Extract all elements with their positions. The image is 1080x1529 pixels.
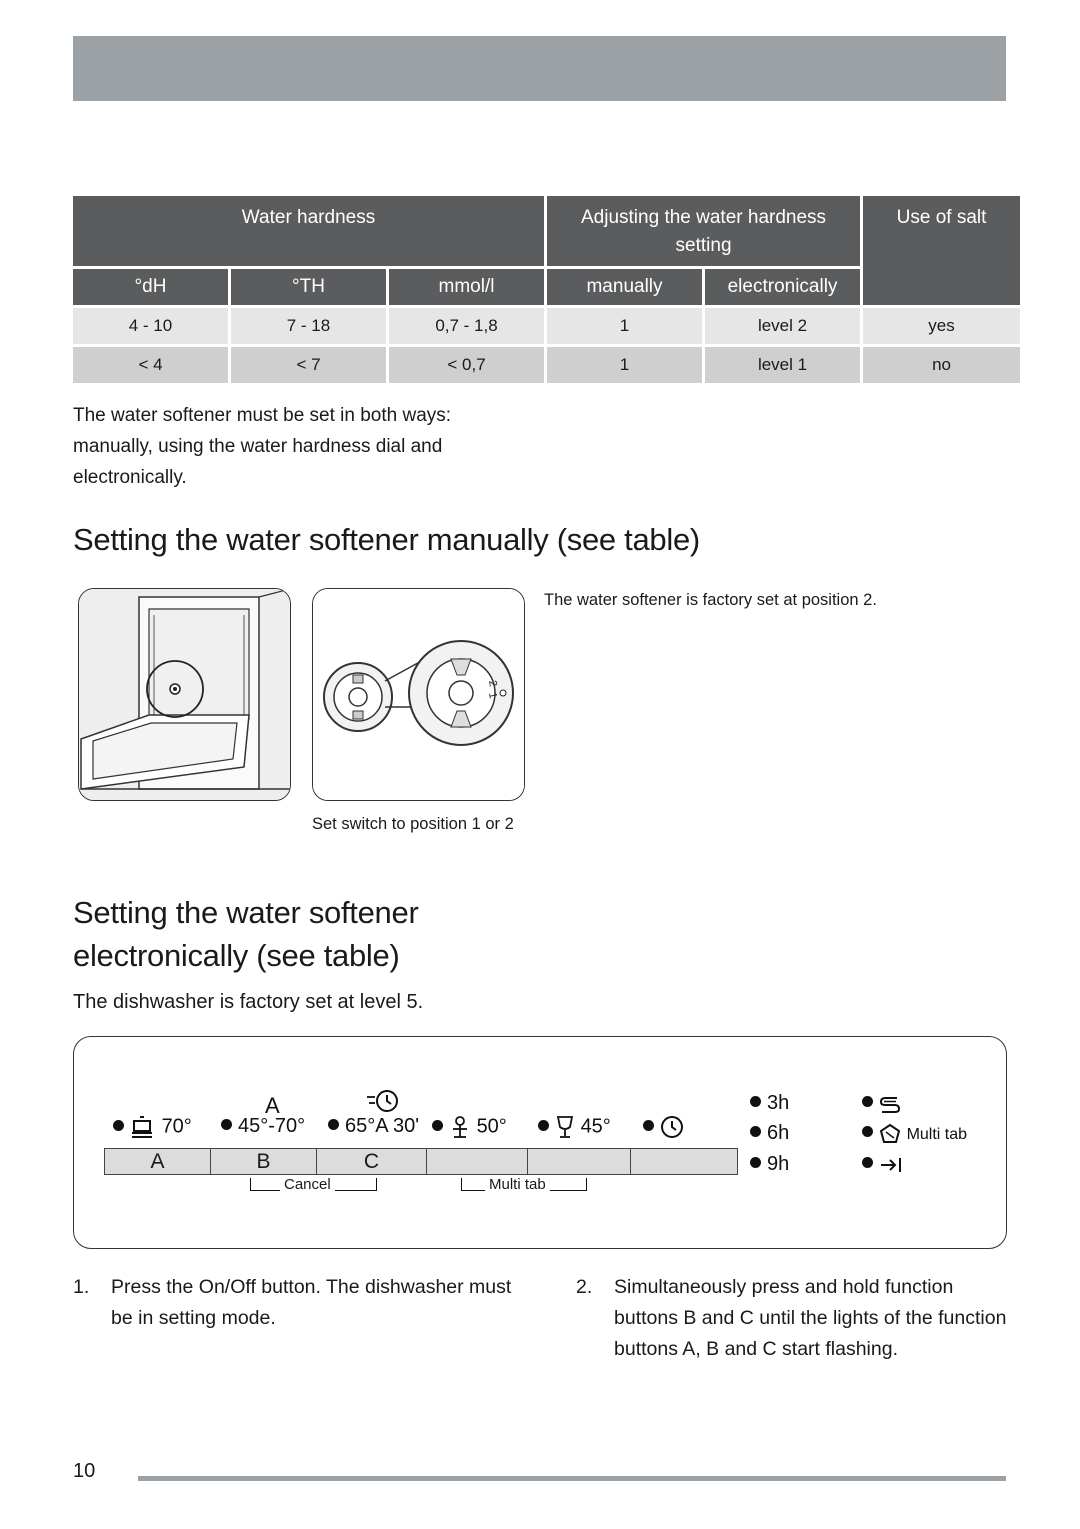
- header-water-hardness: Water hardness: [73, 196, 544, 266]
- dishwasher-illustration: [78, 588, 291, 801]
- step-1-number: 1.: [73, 1276, 90, 1298]
- function-button-5[interactable]: [527, 1148, 631, 1175]
- program-65[interactable]: [328, 1115, 419, 1138]
- header-th: °TH: [231, 266, 386, 305]
- header-bar: [73, 36, 1006, 101]
- cell-salt: no: [863, 344, 1020, 383]
- cell-dh: < 4: [73, 344, 228, 383]
- cell-electronically: level 1: [705, 344, 860, 383]
- program-45[interactable]: [538, 1115, 611, 1139]
- section1-heading: Setting the water softener manually (see table): [73, 522, 700, 557]
- header-dh: °dH: [73, 266, 228, 305]
- footer-rule: [138, 1476, 1006, 1481]
- dial-mark-2: 2: [486, 679, 499, 688]
- function-button-b[interactable]: B: [210, 1148, 317, 1175]
- cell-th: 7 - 18: [231, 305, 386, 344]
- section2-heading: Setting the water softener electronically (see table): [73, 895, 419, 973]
- function-button-a[interactable]: A: [104, 1148, 211, 1175]
- program-50-label: 50°: [476, 1115, 507, 1138]
- step-1: [73, 1272, 533, 1342]
- function-button-6[interactable]: [630, 1148, 738, 1175]
- cell-electronically: level 2: [705, 305, 860, 344]
- factory-note-position: The water softener is factory set at position 2.: [544, 591, 877, 609]
- intro-text: The water softener must be set in both ways: manually, using the water hardness dial and electronically.: [73, 405, 452, 488]
- step-2-number: 2.: [576, 1276, 593, 1298]
- cell-dh: 4 - 10: [73, 305, 228, 344]
- multitab-bracket-label: Multi tab: [485, 1176, 550, 1193]
- program-45-70-label: 45°-70°: [238, 1115, 306, 1137]
- delay-9h-label: 9h: [767, 1153, 790, 1175]
- cell-salt: yes: [863, 305, 1020, 344]
- step-2-text: Simultaneously press and hold function buttons B and C until the lights of the function buttons A, B and C start flashing.: [614, 1276, 1007, 1360]
- cell-th: < 7: [231, 344, 386, 383]
- program-45-label: 45°: [580, 1115, 611, 1138]
- eco-icon: [449, 1115, 471, 1139]
- multitab-label: Multi tab: [906, 1126, 968, 1143]
- dial-mark-1: 1: [486, 691, 499, 700]
- page-number: 10: [73, 1460, 96, 1482]
- salt-indicator: [862, 1092, 901, 1115]
- dishwasher-drawing: [79, 589, 290, 800]
- dial-illustration: [312, 588, 525, 801]
- step-2: [576, 1272, 1008, 1372]
- cancel-label: Cancel: [280, 1176, 335, 1193]
- glass-icon: [555, 1115, 575, 1139]
- program-50[interactable]: [432, 1115, 507, 1139]
- step-1-text: Press the On/Off button. The dishwasher must be in setting mode.: [111, 1276, 512, 1329]
- clock-icon: [660, 1115, 684, 1139]
- header-mmol: mmol/l: [389, 266, 544, 305]
- header-manually: manually: [547, 266, 702, 305]
- cell-mmol: < 0,7: [389, 344, 544, 383]
- program-70-label: 70°: [161, 1115, 192, 1138]
- header-adjusting: Adjusting the water hardness setting: [547, 196, 860, 266]
- factory-note-level: The dishwasher is factory set at level 5.: [73, 991, 424, 1013]
- program-45-70[interactable]: [221, 1115, 305, 1138]
- end-indicator: [862, 1153, 903, 1176]
- delay-6h[interactable]: [750, 1122, 789, 1145]
- program-letter: A: [265, 1093, 280, 1118]
- delay-indicator: [643, 1115, 684, 1139]
- program-65-label: 65°A 30': [345, 1115, 420, 1137]
- tablet-icon: [879, 1123, 901, 1145]
- cell-manually: 1: [547, 305, 702, 344]
- table-row: [73, 344, 1020, 383]
- water-hardness-table: [70, 196, 1023, 383]
- delay-3h-label: 3h: [767, 1092, 790, 1114]
- pots-icon: [130, 1115, 156, 1139]
- table-row: [73, 305, 1020, 344]
- multitab-indicator[interactable]: [862, 1122, 967, 1145]
- header-electronically: electronically: [705, 266, 860, 305]
- salt-icon: [879, 1094, 901, 1114]
- cell-manually: 1: [547, 344, 702, 383]
- dial-caption: Set switch to position 1 or 2: [312, 815, 514, 833]
- delay-3h[interactable]: [750, 1092, 789, 1115]
- dial-drawing: [313, 589, 524, 800]
- cell-mmol: 0,7 - 1,8: [389, 305, 544, 344]
- function-button-c[interactable]: C: [316, 1148, 427, 1175]
- function-button-4[interactable]: [426, 1148, 528, 1175]
- end-arrow-icon: [879, 1155, 903, 1175]
- header-use-of-salt: Use of salt: [863, 196, 1020, 305]
- program-70[interactable]: [113, 1115, 192, 1139]
- delay-6h-label: 6h: [767, 1122, 790, 1144]
- delay-9h[interactable]: [750, 1153, 789, 1176]
